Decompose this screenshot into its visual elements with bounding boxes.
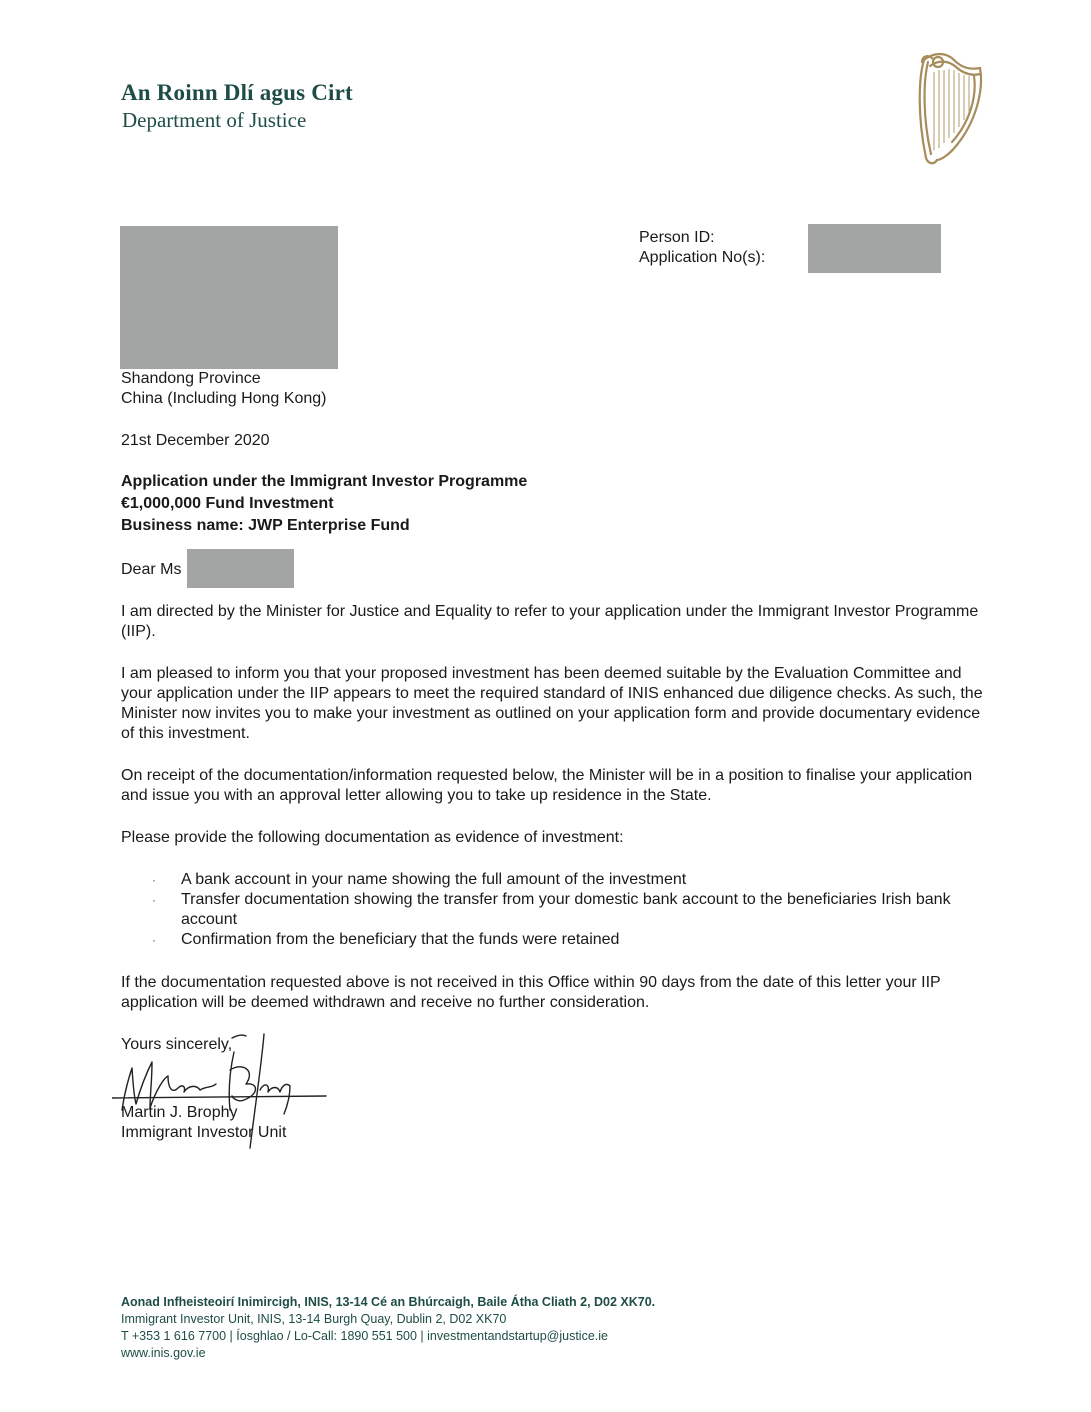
footer-irish-address: Aonad Infheisteoirí Inimircigh, INIS, 13-14 Cé an Bhúrcaigh, Baile Átha Cliath 2, D02 XK70. <box>121 1295 656 1309</box>
bullet-icon: · <box>152 933 156 947</box>
signer-unit: Immigrant Investor Unit <box>121 1124 287 1141</box>
reference-block <box>639 228 765 268</box>
footer <box>121 1294 655 1362</box>
bullet-icon: · <box>152 893 156 907</box>
subject-line: Business name: JWP Enterprise Fund <box>121 517 410 534</box>
body-paragraph: Please provide the following documentation as evidence of investment: <box>121 829 624 846</box>
evidence-list <box>152 870 992 950</box>
subject-line: €1,000,000 Fund Investment <box>121 495 334 512</box>
body-paragraph: I am directed by the Minister for Justice and Equality to refer to your application under the Immigrant Investor Programme (IIP). <box>121 603 979 640</box>
list-item-text: Transfer documentation showing the transfer from your domestic bank account to the beneficiaries Irish bank account <box>181 891 951 928</box>
list-item-text: Confirmation from the beneficiary that the funds were retained <box>181 931 620 948</box>
list-item <box>152 930 992 950</box>
address-line: China (Including Hong Kong) <box>121 390 327 407</box>
footer-contact: T +353 1 616 7700 | Íosghlao / Lo-Call: 1890 551 500 | investmentandstartup@justice.ie <box>121 1329 608 1343</box>
salutation: Dear Ms <box>121 561 182 578</box>
person-id-label: Person ID: <box>639 229 715 246</box>
list-item <box>152 890 992 930</box>
letter-date: 21st December 2020 <box>121 432 270 449</box>
subject-line: Application under the Immigrant Investor Programme <box>121 473 528 490</box>
redacted-recipient-name <box>187 549 294 588</box>
body-paragraph: I am pleased to inform you that your proposed investment has been deemed suitable by the Evaluation Committee and your application under the IIP appears to meet the required standard of INIS enhanced due diligence checks. As such, the Minister now invites you to make your investment as outlined on your application form and provide documentary evidence of this investment. <box>121 665 983 742</box>
footer-website: www.inis.gov.ie <box>121 1346 206 1360</box>
list-item-text: A bank account in your name showing the full amount of the investment <box>181 871 687 888</box>
redacted-reference-numbers <box>808 224 941 273</box>
recipient-address <box>121 369 326 409</box>
department-english-name: Department of Justice <box>122 108 307 132</box>
bullet-icon: · <box>152 873 156 887</box>
harp-icon <box>910 50 988 168</box>
footer-english-address: Immigrant Investor Unit, INIS, 13-14 Burgh Quay, Dublin 2, D02 XK70 <box>121 1312 507 1326</box>
address-line: Shandong Province <box>121 370 261 387</box>
department-irish-name: An Roinn Dlí agus Cirt <box>121 80 353 105</box>
handwritten-signature <box>112 1030 332 1150</box>
application-no-label: Application No(s): <box>639 249 766 266</box>
body-paragraph: If the documentation requested above is not received in this Office within 90 days from the date of this letter your IIP application will be deemed withdrawn and receive no further consideration. <box>121 974 941 1011</box>
body-paragraph: On receipt of the documentation/information requested below, the Minister will be in a position to finalise your application and issue you with an approval letter allowing you to take up residence in the State. <box>121 767 973 804</box>
subject-block <box>121 471 527 537</box>
redacted-recipient-address <box>120 226 338 369</box>
list-item <box>152 870 992 890</box>
signer-name: Martin J. Brophy <box>121 1104 238 1121</box>
valediction: Yours sincerely, <box>121 1036 233 1053</box>
